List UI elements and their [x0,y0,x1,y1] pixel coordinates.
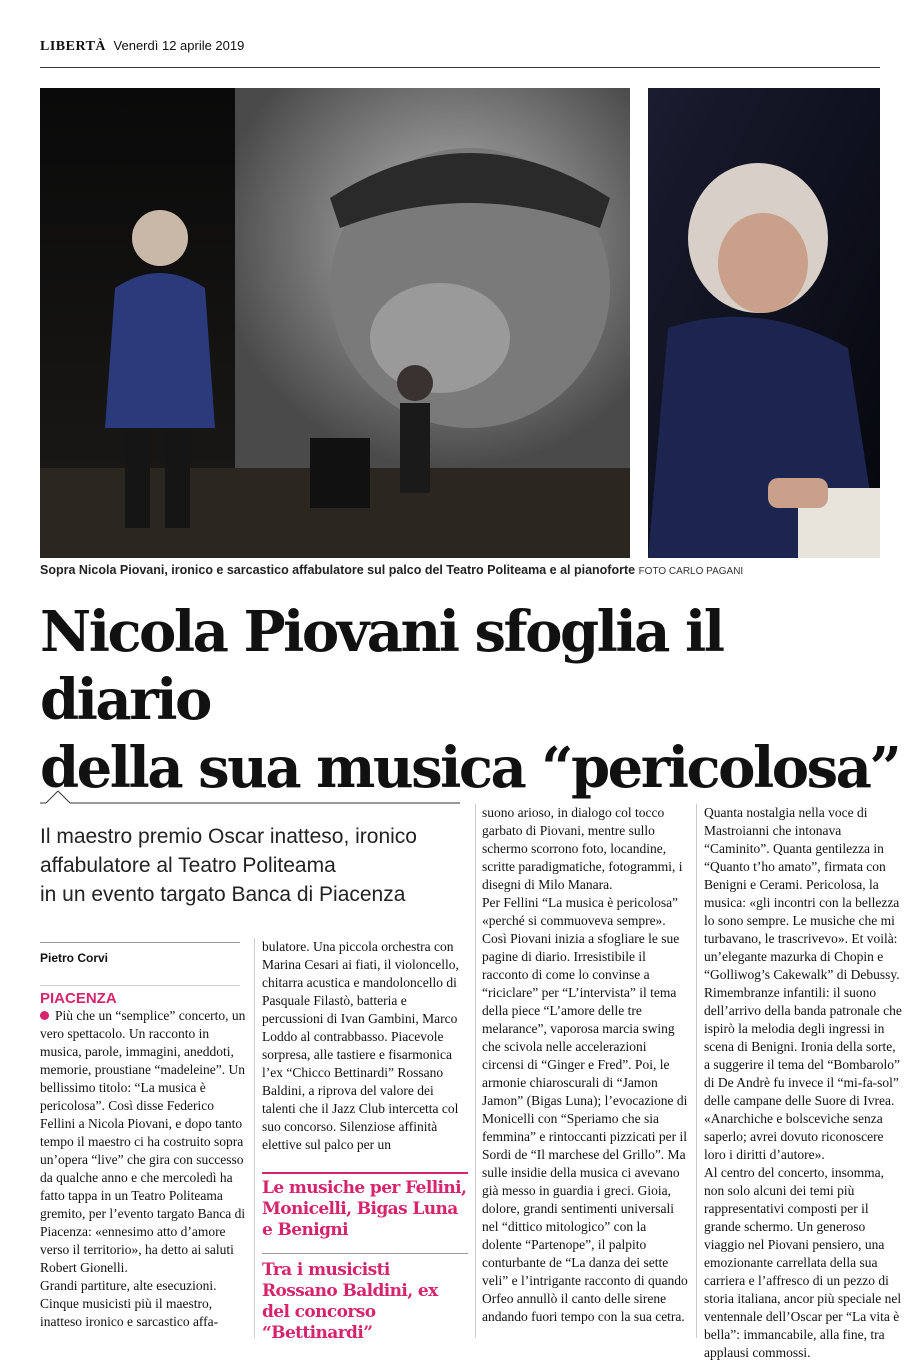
column-divider [696,804,697,1338]
article-column-2 [262,938,468,1154]
article-column-4 [704,804,904,1362]
subhead-line-2: affabulatore al Teatro Politeama [40,854,336,877]
article-column-3 [482,804,688,1326]
column-divider [254,938,255,1338]
subheadline [40,822,470,909]
photo-caption [40,563,880,577]
subhead-line-1: Il maestro premio Oscar inatteso, ironico [40,825,417,848]
headline [40,598,900,802]
headline-line-1: Nicola Piovani sfoglia il diario [40,599,723,733]
headline-line-2: della sua musica “pericolosa” [40,735,900,801]
caption-text: Sopra Nicola Piovani, ironico e sarcastico affabulatore sul palco del Teatro Politeama e al pianoforte [40,563,636,577]
dateline: PIACENZA [40,985,240,1007]
article-column-1 [40,1007,248,1331]
paragraph: Per Fellini “La musica è pericolosa” «perché si commuoveva sempre». Così Piovani inizia a sfogliare le sue pagine di diario. Irresistibile il racconto di come lo convinse a “riciclare” per “L’intervista” il tema della piece “L’amore delle tre melarance”, vaporosa marcia swing che scivola nelle accelerazioni circensi di “Ginger e Fred”. Poi, le armonie chiaroscurali di “Jamon Jamon” (Bigas Luna); l’evocazione di Monicelli con “Speriamo che sia femmina” e rintoccanti pizzicati per il Sordi de “Il marchese del Grillo”. Ma sulle insidie della musica ci avevano già messo in guardia i greci. Gioia, dolore, grandi sentimenti universali nel “dittico mitologico” con la dolente “Partenope”, il palpito conturbante de “La danza dei sette veli” e l’intrigante racconto di quando Orfeo annullò il canto delle sirene andando fuori tempo con la sua cetra. [482,895,688,1324]
paragraph: Al centro del concerto, insomma, non solo alcuni dei temi più rappresentativi composti per il grande schermo. Un generoso viaggio nel Piovani pensiero, una emozionante carrellata della sua carriera e l’affresco di un pezzo di storia italiana, ancor più speciale nel ventennale dell’Oscar per “La vita è bella”: immancabile, alla fine, tra applausi commossi. [704,1165,902,1360]
pullquote: Tra i musicisti Rossano Baldini, ex del concorso “Bettinardi” [262,1253,468,1344]
paragraph: Quanta nostalgia nella voce di Mastroianni che intonava “Caminito”. Quanta gentilezza in “Quanto t’ho amato”, firmata con Benigni e Cerami. Pericolosa, la musica: «gli incontri con la bellezza lo sono sempre. Le musiche che mi turbavano, le trascrivevo». Et voilà: un’elegante mazurka di Chopin e “Golliwog’s Cakewalk” di Debussy. Rimembranze infantili: il suono dell’arrivo della banda patronale che ispirò la melodia degli ingressi in scena di Benigni. Ironia della sorte, a suggerire il tema del “Bombarolo” di De Andrè fu invece il “mi-fa-sol” delle campane delle Suore di Ivrea. «Anarchiche e bolsceviche senza saperlo; avrei dovuto riconoscere loro i diritti d’autore». [704,805,902,1162]
bullet-icon [40,1011,49,1020]
page-header [40,38,880,68]
paragraph [40,1007,248,1277]
paragraph: bulatore. Una piccola orchestra con Marina Cesari ai fiati, il violoncello, chitarra acustica e mandoloncello di Pasquale Filastò, batteria e percussioni di Ivan Gambini, Marco Loddo al contrabbasso. Piacevole sorpresa, alle tastiere e fisarmonica l’ex “Chicco Bettinardi” Rossano Baldini, a riprova del valore dei talenti che il Jazz Club intercetta col suo concorso. Silenziose affinità elettive sul palco per un [262,939,459,1152]
column-divider [475,804,476,1338]
newspaper-name: LIBERTÀ [40,39,107,54]
paragraph: Grandi partiture, alte esecuzioni. Cinque musicisti più il maestro, inatteso ironico e sarcastico affa- [40,1278,219,1329]
piano-photo [648,88,880,558]
paragraph: suono arioso, in dialogo col tocco garbato di Piovani, mentre sullo schermo scorrono foto, locandine, scritte paradigmatiche, fotogrammi, i disegni di Milo Manara. [482,805,683,892]
issue-date: Venerdì 12 aprile 2019 [113,38,245,53]
paragraph-text: Più che un “semplice” concerto, un vero spettacolo. Un racconto in musica, parole, immagini, aneddoti, memorie, proustiane “madeleine”. Un bellissimo titolo: “La musica è pericolosa”. Così disse Federico Fellini a Nicola Piovani, e dopo tanto tempo il maestro ci ha costruito sopra un’opera “live” che gira con successo da qualche anno e che mercoledì ha fatto tappa in un Teatro Politeama gremito, per l’evento targato Banca di Piacenza: «ennesimo atto d’amore verso il territorio», ha detto ai saluti Robert Gionelli. [40,1008,246,1275]
section-rule [40,790,460,804]
byline: Pietro Corvi [40,942,240,965]
pullquote: Le musiche per Fellini, Monicelli, Bigas Luna e Benigni [262,1172,468,1241]
subhead-line-3: in un evento targato Banca di Piacenza [40,883,406,906]
stage-photo [40,88,630,558]
photo-credit: FOTO CARLO PAGANI [638,566,744,577]
